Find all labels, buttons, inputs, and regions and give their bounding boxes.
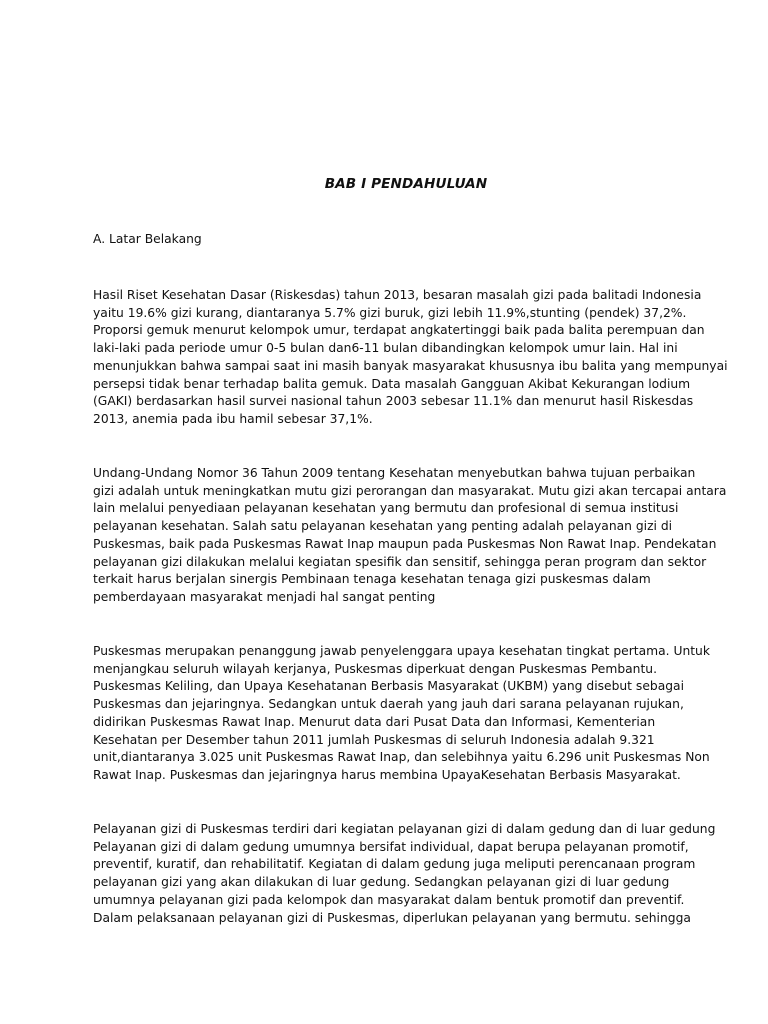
- paragraph-line: didirikan Puskesmas Rawat Inap. Menurut data dari Pusat Data dan Informasi, Kementerian: [93, 714, 656, 729]
- paragraph-line: Proporsi gemuk menurut kelompok umur, terdapat angkatertinggi baik pada balita perempuan dan: [93, 323, 705, 338]
- paragraph-line: terkait harus berjalan sinergis Pembinaan tenaga kesehatan tenaga gizi puskesmas dalam: [93, 572, 651, 587]
- paragraph-line: pemberdayaan masyarakat menjadi hal sangat penting: [93, 589, 436, 604]
- paragraph-line: Kesehatan per Desember tahun 2011 jumlah Puskesmas di seluruh Indonesia adalah 9.321: [93, 732, 655, 747]
- paragraph-line: pelayanan kesehatan. Salah satu pelayanan kesehatan yang penting adalah pelayanan gizi di: [93, 519, 673, 534]
- paragraph-line: menunjukkan bahwa sampai saat ini masih banyak masyarakat khususnya ibu balita yang mempunyai: [93, 358, 728, 373]
- paragraph-line: lain melalui penyediaan pelayanan kesehatan yang bermutu dan profesional di semua institusi: [93, 501, 679, 516]
- paragraph-line: (GAKI) berdasarkan hasil survei nasional tahun 2003 sebesar 11.1% dan menurut hasil Riskesdas: [93, 394, 694, 409]
- paragraph: [93, 821, 716, 927]
- paragraph-line: pelayanan gizi yang akan dilakukan di luar gedung. Sedangkan pelayanan gizi di luar gedung: [93, 875, 670, 890]
- paragraph-line: Puskesmas, baik pada Puskesmas Rawat Inap maupun pada Puskesmas Non Rawat Inap. Pendekatan: [93, 536, 717, 551]
- paragraph-line: pelayanan gizi dilakukan melalui kegiatan spesifik dan sensitif, sehingga peran program dan sektor: [93, 554, 707, 569]
- paragraph-line: Pelayanan gizi di Puskesmas terdiri dari kegiatan pelayanan gizi di dalam gedung dan di luar gedung: [93, 822, 716, 836]
- paragraph-line: umumnya pelayanan gizi pada kelompok dan masyarakat dalam bentuk promotif dan preventif.: [93, 892, 685, 907]
- paragraph-line: gizi adalah untuk meningkatkan mutu gizi perorangan dan masyarakat. Mutu gizi akan tercapai antara: [93, 483, 727, 498]
- paragraph-line: Undang-Undang Nomor 36 Tahun 2009 tentang Kesehatan menyebutkan bahwa tujuan perbaikan: [93, 466, 696, 480]
- page-title: BAB I PENDAHULUAN: [324, 176, 488, 192]
- paragraph-line: Puskesmas dan jejaringnya. Sedangkan untuk daerah yang jauh dari sarana pelayanan rujukan,: [93, 697, 684, 712]
- paragraph-line: Pelayanan gizi di dalam gedung umumnya bersifat individual, dapat berupa pelayanan promotif,: [93, 839, 689, 854]
- paragraph: [93, 643, 710, 785]
- paragraph: [93, 287, 728, 429]
- paragraph-line: Puskesmas merupakan penanggung jawab penyelenggara upaya kesehatan tingkat pertama. Untuk: [93, 644, 710, 658]
- paragraph-line: menjangkau seluruh wilayah kerjanya, Puskesmas diperkuat dengan Puskesmas Pembantu.: [93, 661, 657, 676]
- paragraph-line: unit,diantaranya 3.025 unit Puskesmas Rawat Inap, dan selebihnya yaitu 6.296 unit Puskesmas Non: [93, 750, 710, 765]
- paragraph-line: 2013, anemia pada ibu hamil sebesar 37,1%.: [93, 411, 373, 426]
- paragraph-line: Rawat Inap. Puskesmas dan jejaringnya harus membina UpayaKesehatan Berbasis Masyarakat.: [93, 767, 681, 782]
- section-heading: A. Latar Belakang: [93, 232, 202, 246]
- paragraph-line: Hasil Riset Kesehatan Dasar (Riskesdas) tahun 2013, besaran masalah gizi pada balitadi Indonesia: [93, 288, 702, 302]
- paragraph-line: yaitu 19.6% gizi kurang, diantaranya 5.7% gizi buruk, gizi lebih 11.9%,stunting (pendek) 37,2%.: [93, 305, 687, 320]
- paragraph-line: preventif, kuratif, dan rehabilitatif. Kegiatan di dalam gedung juga meliputi perencanaan program: [93, 857, 696, 872]
- paragraph-line: Puskesmas Keliling, dan Upaya Kesehatanan Berbasis Masyarakat (UKBM) yang disebut sebagai: [93, 679, 684, 694]
- paragraph-line: persepsi tidak benar terhadap balita gemuk. Data masalah Gangguan Akibat Kekurangan lodium: [93, 376, 691, 391]
- paragraph-line: laki-laki pada periode umur 0-5 bulan dan6-11 bulan dibandingkan kelompok umur lain. Hal ini: [93, 341, 678, 356]
- paragraph-line: Dalam pelaksanaan pelayanan gizi di Puskesmas, diperlukan pelayanan yang bermutu. sehingga: [93, 910, 691, 925]
- paragraph: [93, 465, 727, 607]
